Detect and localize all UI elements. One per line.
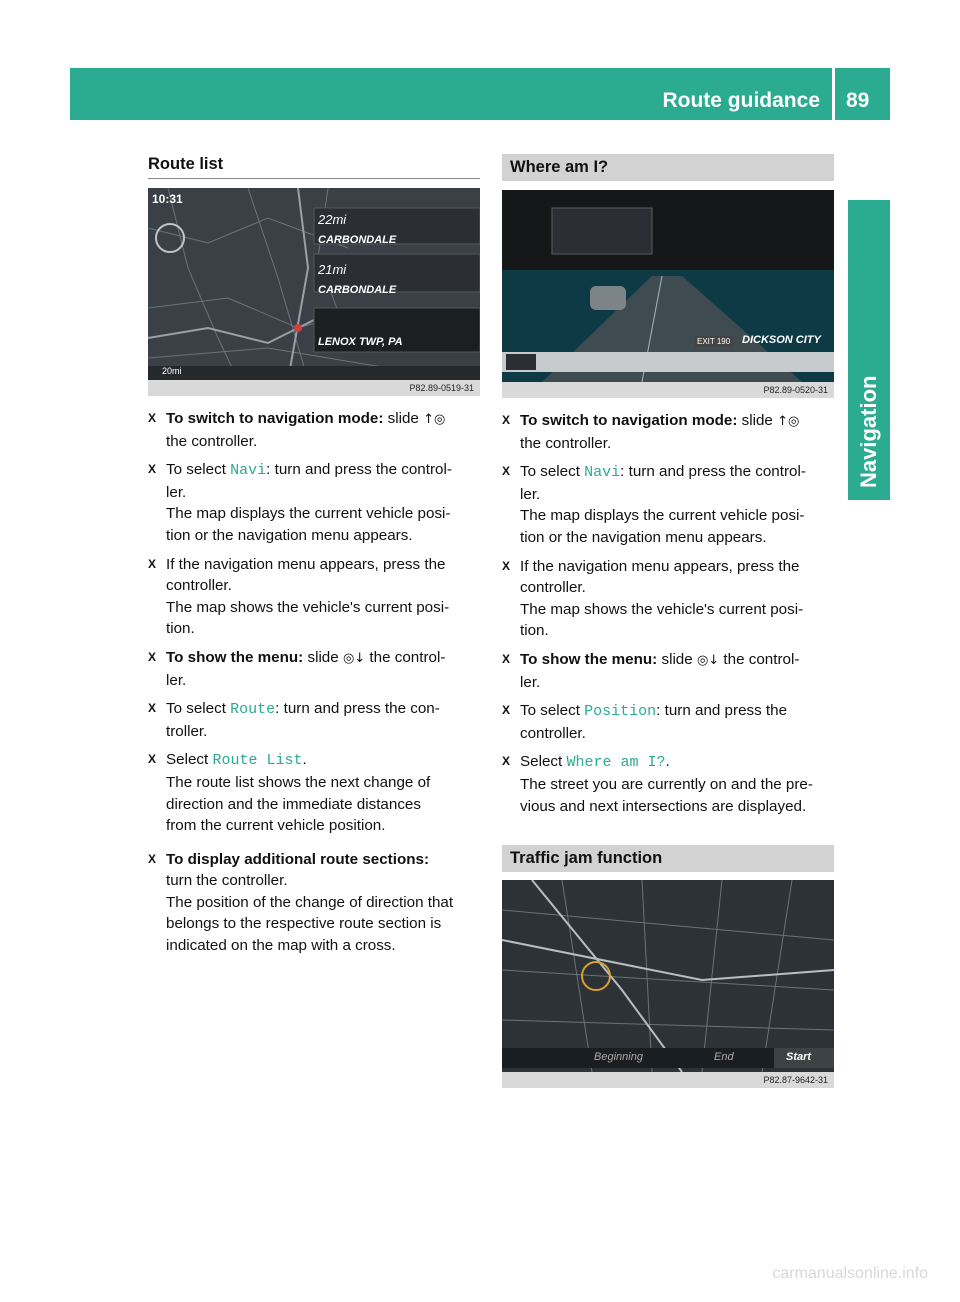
where-am-i-figure <box>502 190 834 398</box>
section-title-where-am-i: Where am I? <box>502 154 834 181</box>
traffic-jam-map <box>502 880 834 1072</box>
side-tab-label: Navigation <box>856 375 881 488</box>
header-separator <box>832 68 835 120</box>
step: X Select Where am I?. The street you are currently on and the pre- vious and next intersections are displayed. <box>502 753 813 815</box>
step: X To display additional route sections: turn the controller. The position of the change of direction that belongs to the respective route section is indicated on the map with a cross. <box>148 850 454 955</box>
traffic-jam-figure <box>502 880 834 1088</box>
step: X To switch to navigation mode: slide ↑◎ the controller. <box>502 412 800 452</box>
controller-slide-down-icon: ◎↓ <box>342 650 366 666</box>
step: X To select Position: turn and press the controller. <box>502 702 788 742</box>
where-am-i-scene <box>502 190 834 382</box>
map-scale: 20mi <box>162 366 182 376</box>
header-title: Route guidance <box>662 89 820 112</box>
route-list-figure <box>148 188 480 396</box>
page-number: 89 <box>846 89 870 112</box>
controller-slide-up-icon: ↑◎ <box>423 412 446 427</box>
route-destination-2: CARBONDALE <box>318 284 397 296</box>
route-distance-2: 21mi <box>318 262 347 277</box>
step: X To select Route: turn and press the con- troller. <box>148 700 440 740</box>
figure-caption: P82.89-0520-31 <box>502 382 834 398</box>
step: X If the navigation menu appears, press the controller. The map shows the vehicle's current posi- tion. <box>148 555 450 638</box>
end-option: End <box>714 1051 734 1063</box>
clock: 10:31 <box>152 192 183 206</box>
step: X To select Navi: turn and press the control- ler. The map displays the current vehicle posi- tion or the navigation menu appears. <box>148 461 452 544</box>
figure-caption: P82.87-9642-31 <box>502 1072 834 1088</box>
route-destination-3: LENOX TWP, PA <box>318 336 403 348</box>
step: X If the navigation menu appears, press the controller. The map shows the vehicle's current posi- tion. <box>502 557 804 640</box>
right-steps <box>502 410 837 824</box>
step: X Select Route List. The route list shows the next change of direction and the immediate distances from the current vehicle position. <box>148 751 431 835</box>
route-destination-1: CARBONDALE <box>318 234 397 246</box>
section-title-route-list: Route list <box>148 155 224 173</box>
title-rule <box>148 178 480 179</box>
step: X To switch to navigation mode: slide ↑◎ the controller. <box>148 410 446 450</box>
controller-slide-down-icon: ◎↓ <box>696 652 720 668</box>
beginning-option: Beginning <box>594 1051 643 1063</box>
step: X To show the menu: slide ◎↓ the control- ler. <box>148 648 446 689</box>
section-title-traffic-jam: Traffic jam function <box>502 845 834 872</box>
route-list-map <box>148 188 480 380</box>
step: X To select Navi: turn and press the control- ler. The map displays the current vehicle posi- tion or the navigation menu appears. <box>502 463 806 546</box>
watermark: carmanualsonline.info <box>772 1265 928 1282</box>
figure-caption: P82.89-0519-31 <box>148 380 480 396</box>
start-option: Start <box>786 1051 812 1063</box>
controller-slide-up-icon: ↑◎ <box>777 414 800 429</box>
city-label: DICKSON CITY <box>742 334 821 346</box>
exit-sign: EXIT 190 <box>694 336 733 347</box>
route-distance-1: 22mi <box>318 212 347 227</box>
left-steps <box>148 408 483 964</box>
step: X To show the menu: slide ◎↓ the control- ler. <box>502 650 800 691</box>
